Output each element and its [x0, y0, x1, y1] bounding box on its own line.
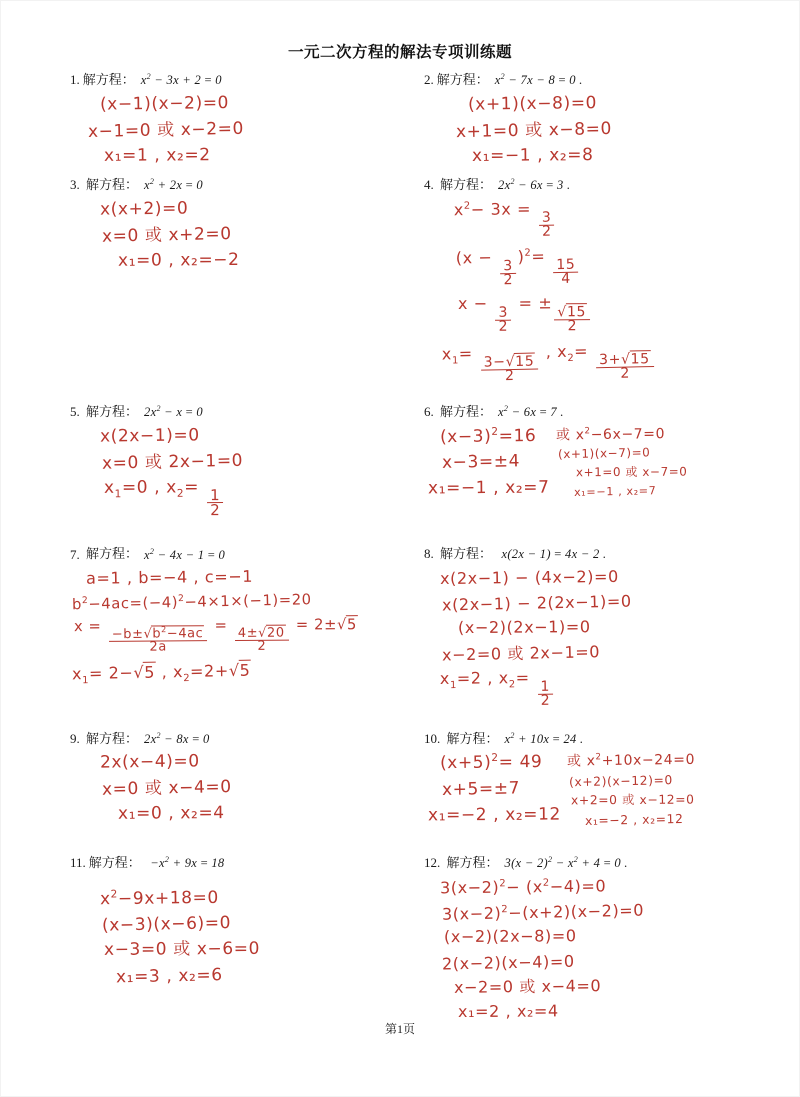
solution-line: x(x+2)=0: [99, 198, 189, 220]
solution-line: x+2=0 或 x−12=0: [570, 792, 695, 808]
solution-line: $b^2-4ac=(-4)^2-4\times 1\times(-1)=20$: [71, 591, 312, 614]
solution-line: (x−2)(2x−1)=0: [457, 617, 591, 638]
problem-prompt: 3. 解方程： $x^2 + 2x = 0$: [70, 176, 203, 192]
problem-prompt: 10. 解方程： $x^2 + 10x = 24$ .: [424, 730, 584, 746]
problem-number: 11.: [70, 855, 86, 871]
problem-label: 解方程：: [440, 176, 493, 192]
problem-label: 解方程：: [440, 404, 493, 420]
problem-prompt: 9. 解方程： $2x^2 - 8x = 0$: [70, 730, 210, 746]
problem-number: 9.: [70, 730, 80, 746]
problem-2: [400, 72, 800, 173]
problem-number: 1.: [70, 72, 80, 88]
handwritten-solution: [424, 566, 792, 709]
problem-4: [400, 177, 800, 390]
handwritten-solution: [70, 427, 392, 518]
problem-number: 8.: [424, 546, 434, 562]
solution-line: $3(x-2)^2- (x^2-4)=0$: [439, 876, 607, 898]
solution-line: x(2x−1)=0: [99, 425, 200, 447]
solution-line: (x−2)(2x−8)=0: [443, 926, 577, 947]
solution-line: x−3=±4: [441, 451, 521, 474]
solution-line: x(2x−1) − 2(2x−1)=0: [441, 591, 632, 615]
solution-line: x+1=0 或 x−8=0: [455, 118, 613, 142]
problem-label: 解方程：: [88, 855, 141, 871]
problem-label: 解方程：: [446, 855, 499, 871]
solution-line: x=0 或 x+2=0: [101, 223, 232, 247]
problem-1: [0, 72, 400, 173]
problem-label: 解方程：: [436, 72, 489, 88]
solution-line: x₁=−1 , x₂=8: [471, 144, 594, 166]
problem-row: [0, 72, 800, 173]
problem-label: 解方程：: [86, 730, 139, 746]
problem-prompt: 2. 解方程： $x^2 - 7x - 8 = 0$ .: [424, 72, 583, 88]
problem-number: 2.: [424, 72, 434, 88]
problem-label: 解方程：: [86, 176, 139, 192]
solution-line: x−1=0 或 x−2=0: [87, 118, 245, 142]
problem-11: [0, 855, 400, 1028]
solution-method-alternate: [567, 753, 695, 833]
handwritten-solution: [424, 421, 792, 507]
problem-label: 解方程：: [82, 72, 135, 88]
solution-line: x₁=3 , x₂=6: [115, 965, 223, 988]
solution-line: a=1 , b=−4 , c=−1: [85, 566, 254, 588]
problem-7: [0, 546, 400, 716]
problem-label: 解方程：: [446, 730, 499, 746]
problem-6: [400, 404, 800, 526]
solution-line: $(x+5)^2= 49$: [439, 752, 543, 774]
problem-9: [0, 731, 400, 833]
problem-prompt: 8. 解方程： x(2x − 1) = 4x − 2 .: [424, 546, 607, 562]
problem-12: [400, 855, 800, 1028]
handwritten-solution: [424, 92, 792, 166]
problem-number: 3.: [70, 176, 80, 192]
handwritten-solution: [70, 751, 392, 825]
problem-number: 10.: [424, 730, 441, 746]
problem-number: 5.: [70, 404, 80, 420]
solution-line: x(2x−1) − (4x−2)=0: [439, 566, 619, 589]
solution-line: x₁=1 , x₂=2: [103, 144, 211, 166]
handwritten-solution: [70, 887, 392, 988]
page-number: 第1页: [384, 1022, 415, 1036]
problem-label: 解方程：: [440, 546, 493, 562]
solution-line: $x_1=0$ , $x_2=$ $\frac{1}{2}$: [74, 478, 396, 519]
problem-row: [0, 855, 800, 1028]
solution-line: x₁=−2 , x₂=12: [584, 811, 684, 828]
handwritten-solution: [424, 747, 792, 833]
solution-line: x₁=−2 , x₂=12: [427, 804, 562, 826]
solution-line: 或 $x^2+10x-24=0$: [566, 752, 696, 770]
problem-prompt: 7. 解方程： $x^2 - 4x - 1 = 0$: [70, 546, 226, 562]
solution-line: (x+2)(x−12)=0: [568, 773, 673, 790]
problem-prompt: 1. 解方程： $x^2 - 3x + 2 = 0$: [70, 72, 222, 88]
solution-line: x₁=2 , x₂=4: [457, 1001, 559, 1022]
problem-row: [0, 177, 800, 390]
solution-line: (x − $\frac{3}{2}$ )$^2$= $\frac{15}{4}$: [426, 243, 795, 289]
solution-line: x−2=0 或 x−4=0: [453, 976, 602, 998]
problem-10: [400, 731, 800, 833]
solution-line: 或 $x^2-6x-7=0$: [555, 425, 665, 444]
solution-line: x−3=0 或 x−6=0: [103, 939, 261, 961]
problem-row: [0, 404, 800, 526]
handwritten-solution: [424, 198, 792, 384]
solution-line: $x^2- 3x$ = $\frac{3}{2}$: [424, 197, 792, 240]
problem-label: 解方程：: [86, 404, 139, 420]
solution-line: x+1=0 或 x−7=0: [575, 464, 688, 480]
solution-line: $3(x-2)^2-(x+2)(x-2)=0$: [441, 900, 645, 924]
problem-5: [0, 404, 400, 526]
problem-8: [400, 546, 800, 716]
solution-line: x₁=0 , x₂=4: [117, 803, 225, 825]
problem-number: 6.: [424, 404, 434, 420]
solution-line: x=0 或 x−4=0: [101, 777, 232, 800]
problem-prompt: 6. 解方程： $x^2 - 6x = 7$ .: [424, 404, 564, 420]
problem-row: [0, 731, 800, 833]
handwritten-solution: [70, 92, 392, 166]
solution-line: x − $\frac{3}{2}$ = ± $\frac{√15}{2}$: [428, 294, 796, 335]
problem-number: 7.: [70, 546, 80, 562]
problem-3: [0, 177, 400, 390]
page-footer: [0, 1020, 800, 1037]
handwritten-solution: [70, 566, 392, 686]
problem-prompt: 12. 解方程： $3(x - 2)^2 - x^2 + 4 = 0$ .: [424, 854, 628, 871]
problem-number: 12.: [424, 855, 441, 871]
solution-line: $x_1=2$ , $x_2=$ $\frac{1}{2}$: [424, 667, 792, 710]
solution-line: $x^2-9x+18=0$: [99, 887, 219, 909]
solution-line: x−2=0 或 2x−1=0: [441, 642, 601, 665]
solution-line: x+5=±7: [441, 778, 521, 800]
problems-grid: [0, 72, 800, 1028]
solution-line: 2x(x−4)=0: [99, 751, 200, 773]
solution-line: x₁=−1 , x₂=7: [573, 484, 657, 500]
problem-prompt: 11. 解方程： $-x^2 + 9x = 18$: [70, 854, 225, 871]
solution-line: (x+1)(x−7)=0: [557, 445, 651, 462]
solution-method-primary: [424, 752, 562, 833]
solution-method-primary: [424, 425, 550, 507]
handwritten-solution: [424, 878, 792, 1020]
solution-method-alternate: [555, 425, 688, 505]
solution-line: $(x-3)^2=16$: [439, 425, 537, 448]
solution-line: 2(x−2)(x−4)=0: [441, 952, 575, 974]
solution-line: $x_1= 2-√5$ , $x_2=2+√5$: [71, 660, 251, 686]
solution-line: $x_1=$ $\frac{3-√15}{2}$ , $x_2=$ $\frac{3+√15}{2}$: [426, 339, 795, 385]
solution-line: x₁=0 , x₂=−2: [117, 249, 240, 271]
problem-label: 解方程：: [86, 546, 139, 562]
problem-prompt: 5. 解方程： $2x^2 - x = 0$: [70, 404, 203, 420]
solution-line: (x+1)(x−8)=0: [467, 92, 598, 115]
handwritten-solution: [70, 200, 392, 269]
solution-line: x=0 或 2x−1=0: [101, 450, 244, 474]
problem-number: 4.: [424, 176, 434, 192]
problem-prompt: 4. 解方程： $2x^2 - 6x = 3$ .: [424, 176, 571, 192]
solution-line: x = $\frac{-b\pm√b^2-4ac}{2a}$ = $\frac{4\pm√20}{2}$ = 2±√5: [73, 615, 358, 655]
problem-row: [0, 546, 800, 716]
page-title: 一元二次方程的解法专项训练题: [287, 44, 512, 61]
solution-line: x₁=−1 , x₂=7: [427, 478, 550, 499]
solution-line: (x−1)(x−2)=0: [99, 92, 230, 115]
solution-line: (x−3)(x−6)=0: [101, 913, 232, 937]
